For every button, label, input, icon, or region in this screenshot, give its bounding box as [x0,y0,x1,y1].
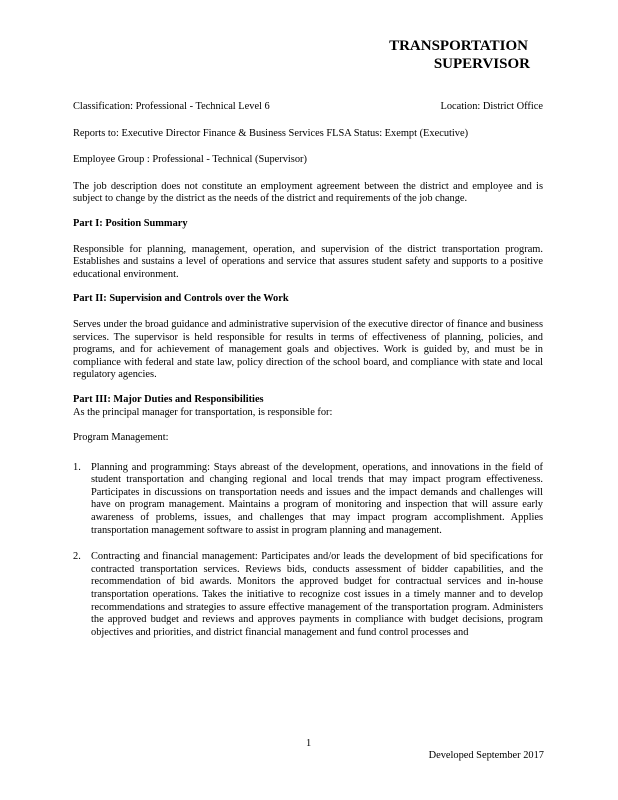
classification-row [73,101,543,114]
title-line-2: SUPERVISOR [433,56,530,72]
title-line-1: TRANSPORTATION [389,38,528,54]
document-body [73,101,543,653]
part2-paragraph: Serves under the broad guidance and administrative supervision of the executive director of finance and business services. The supervisor is held responsible for results in terms of effectiveness of planning, policies, and programs, and for achievement of management goals and objectives. Work is guided by, and must be in compliance with federal and state law, policy direction of the school board, and compliance with state and local regulatory agencies. [73,318,543,381]
part1-paragraph: Responsible for planning, management, operation, and supervision of the district transportation program. Establishes and sustains a level of operations and service that assures student safety and supports to a positive educational environment. [73,243,543,280]
document-title [389,37,528,73]
part2-heading: Part II: Supervision and Controls over the Work [73,293,289,305]
part1-heading: Part I: Position Summary [73,217,188,229]
part3-intro: As the principal manager for transportation, is responsible for: [73,406,333,418]
program-management-subheading: Program Management: [73,432,169,444]
reports-to-text: Reports to: Executive Director Finance & Business Services FLSA Status: Exempt (Executive) [73,127,469,139]
list-item-number: 1. [73,461,81,473]
list-item-text: Contracting and financial management: Participates and/or leads the development of bid specifications for contracted transportation services. Reviews bids, conducts assessment of bidder capabilities, and the recommendation of bid awards. Monitors the approved budget for contractual services and in-house transportation operations. Takes the initiative to recognize cost issues in a timely manner and to develop recommendations and strategies to assure effective management of the transportation program. Administers the approved budget and reviews and approves payments in compliance with budget decisions, program objectives and priorities, and district financial management and fund control processes and [91,551,543,638]
page-number: 1 [306,738,312,749]
list-item [73,462,543,538]
list-item-text: Planning and programming: Stays abreast of the development, operations, and innovations in the field of student transportation and changing regional and local trends that may impact program effectiveness. Participates in discussions on transportation needs and issues and the impact demands and challenges will have on program management. Maintains a program of monitoring and inspection that will assure early awareness of problems, issues, and challenges that may impact program accomplishment. Applies transportation management software to assist in program planning and management. [91,461,543,536]
part3-heading: Part III: Major Duties and Responsibilities [73,393,264,405]
duties-list [73,462,543,640]
developed-date: Developed September 2017 [428,750,544,761]
location-text: Location: District Office [440,101,543,112]
list-item-number: 2. [73,551,81,563]
intro-paragraph: The job description does not constitute an employment agreement between the district and employee and is subject to change by the district as the needs of the district and requirements of the job change. [73,180,543,205]
employee-group-text: Employee Group : Professional - Technical (Supervisor) [73,154,307,166]
classification-text: Classification: Professional - Technical Level 6 [73,101,270,112]
list-item [73,551,543,639]
